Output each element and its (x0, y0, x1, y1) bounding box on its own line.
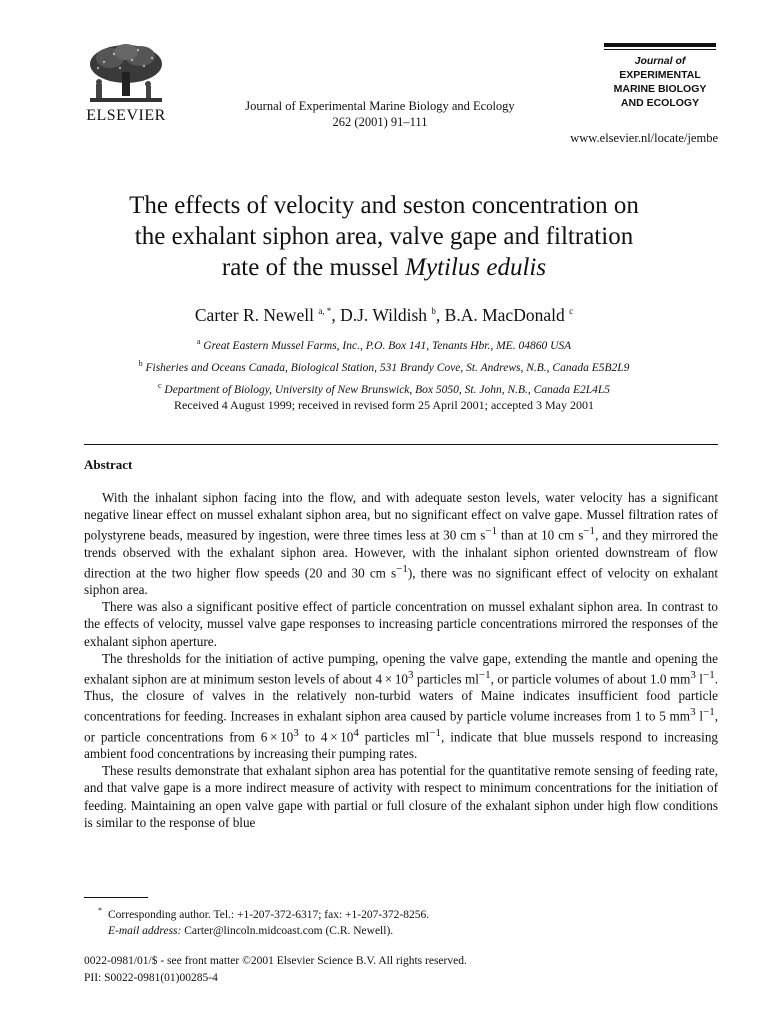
abstract-paragraph: There was also a significant positive effect of particle concentration on mussel exhalant siphon area. In contrast to the effects of velocity, mussel valve gape responses to increasing particle concentrations mirrored the responses of the exhalant siphon aperture. (84, 599, 718, 649)
title-line: The effects of velocity and seston concentration on (129, 192, 639, 219)
author-affil-mark: c (569, 306, 574, 317)
author-name: D.J. Wildish (340, 305, 428, 325)
elsevier-tree-icon (80, 42, 172, 106)
affiliation-text: Great Eastern Mussel Farms, Inc., P.O. Box 141, Tenants Hbr., ME. 04860 USA (203, 339, 572, 352)
author-name: Carter R. Newell (194, 305, 314, 325)
title-line (70, 252, 698, 283)
email-label: E-mail address: (108, 924, 182, 937)
abstract-paragraph: With the inhalant siphon facing into the flow, and with adequate seston levels, water velocity has a significant negative linear effect on mussel exhalant siphon area, but no significant effect on valve gape. Mussel filtration rates of polystyrene beads, measured by ingestion, were three times less at 30 cm $s^{-1}$ than at 10 cm $s^{-1}$, and they mirrored the trends observed with the exhalant siphon area. However, with the inhalant siphon oriented downstream of flow direction at the two higher flow speeds (20 and 30 cm $s^{-1}$), there was no significant effect of velocity on exhalant siphon area. (84, 490, 718, 598)
abstract-heading: Abstract (84, 457, 133, 472)
author-affil-mark: b (431, 306, 436, 317)
copyright-block (84, 953, 718, 987)
email-note (84, 923, 718, 939)
corresponding-text: Corresponding author. Tel.: +1-207-372-6317; fax: +1-207-372-8256. (108, 908, 430, 921)
footnote-divider (84, 897, 148, 898)
title-text: rate of the mussel (221, 254, 406, 281)
journal-masthead (604, 43, 716, 110)
affiliation (70, 377, 698, 399)
masthead-line: EXPERIMENTAL (619, 69, 701, 81)
abstract-paragraph: The thresholds for the initiation of active pumping, opening the valve gape, extending the mantle and opening the exhalant siphon are at minimum seston levels of about $4 \times 10^3$ particles $ml^{-1}$, or particle volumes of about 1.0 $mm^3$ $l^{-1}$. Thus, the closure of valves in the relatively non-turbid waters of Maine indicates insufficient food particle concentrations for feeding. Increases in exhalant siphon area caused by particle volume increases from 1 to 5 $mm^3$ $l^{-1}$, or particle concentrations from $6 \times 10^3$ to $4 \times 10^4$ particles $ml^{-1}$, indicate that blue mussels respond to increasing ambient food concentrations by increasing their pumping rates. (84, 650, 719, 762)
masthead-line: MARINE BIOLOGY (613, 83, 707, 95)
received-dates: Received 4 August 1999; received in revised form 25 April 2001; accepted 3 May 2001 (174, 398, 594, 412)
article-title (70, 190, 698, 283)
affiliations (70, 333, 698, 398)
affiliation (70, 333, 698, 355)
footnote-block (84, 903, 718, 939)
corresponding-author-note (84, 903, 718, 923)
masthead-rule-thin (604, 49, 716, 50)
journal-url[interactable]: www.elsevier.nl/locate/jembe (570, 131, 718, 145)
email-value[interactable]: Carter@lincoln.midcoast.com (C.R. Newell). (181, 924, 394, 937)
author-affil-mark: a, * (318, 306, 332, 317)
journal-citation (200, 98, 560, 130)
pii-line: PII: S0022-0981(01)00285-4 (84, 972, 218, 984)
publisher-name: ELSEVIER (86, 107, 166, 124)
title-line: the exhalant siphon area, valve gape and filtration (134, 223, 634, 250)
footnote-mark: * (98, 906, 102, 915)
abstract-body (84, 489, 718, 831)
masthead-rule (604, 43, 716, 47)
species-name: Mytilus edulis (405, 254, 547, 281)
abstract-paragraph: These results demonstrate that exhalant siphon area has potential for the quantitative remote sensing of feeding rate, and that valve gape is a more indirect measure of activity with respect to minimum concentrations for the initiation of feeding. Maintaining an open valve gape with partial or full closure of the exhalant siphon under high flow conditions is similar to the response of blue (84, 763, 718, 830)
masthead-title (604, 54, 716, 110)
masthead-line: AND ECOLOGY (620, 97, 700, 109)
affiliation-text: Department of Biology, University of New Brunswick, Box 5050, St. John, N.B., Canada E2L4L5 (164, 383, 611, 396)
masthead-line: Journal of (634, 55, 686, 67)
affiliation-mark: a (196, 337, 201, 346)
affiliation-mark: c (157, 380, 162, 390)
affiliation-mark: b (138, 358, 143, 368)
author-list: Carter R. Newell $^{a, *}$, D.J. Wildish $^b$, B.A. MacDonald $^c$ (194, 305, 574, 325)
author-name: B.A. MacDonald (444, 305, 565, 325)
affiliation (70, 355, 698, 377)
section-divider (84, 444, 718, 445)
journal-name: Journal of Experimental Marine Biology and Ecology (245, 99, 515, 113)
journal-volume: 262 (2001) 91–111 (332, 115, 428, 129)
publisher-logo (80, 42, 172, 124)
copyright-line: 0022-0981/01/$ - see front matter ©2001 Elsevier Science B.V. All rights reserved. (84, 955, 467, 967)
affiliation-text: Fisheries and Oceans Canada, Biological Station, 531 Brandy Cove, St. Andrews, N.B., Canada E5B2L9 (145, 361, 630, 374)
